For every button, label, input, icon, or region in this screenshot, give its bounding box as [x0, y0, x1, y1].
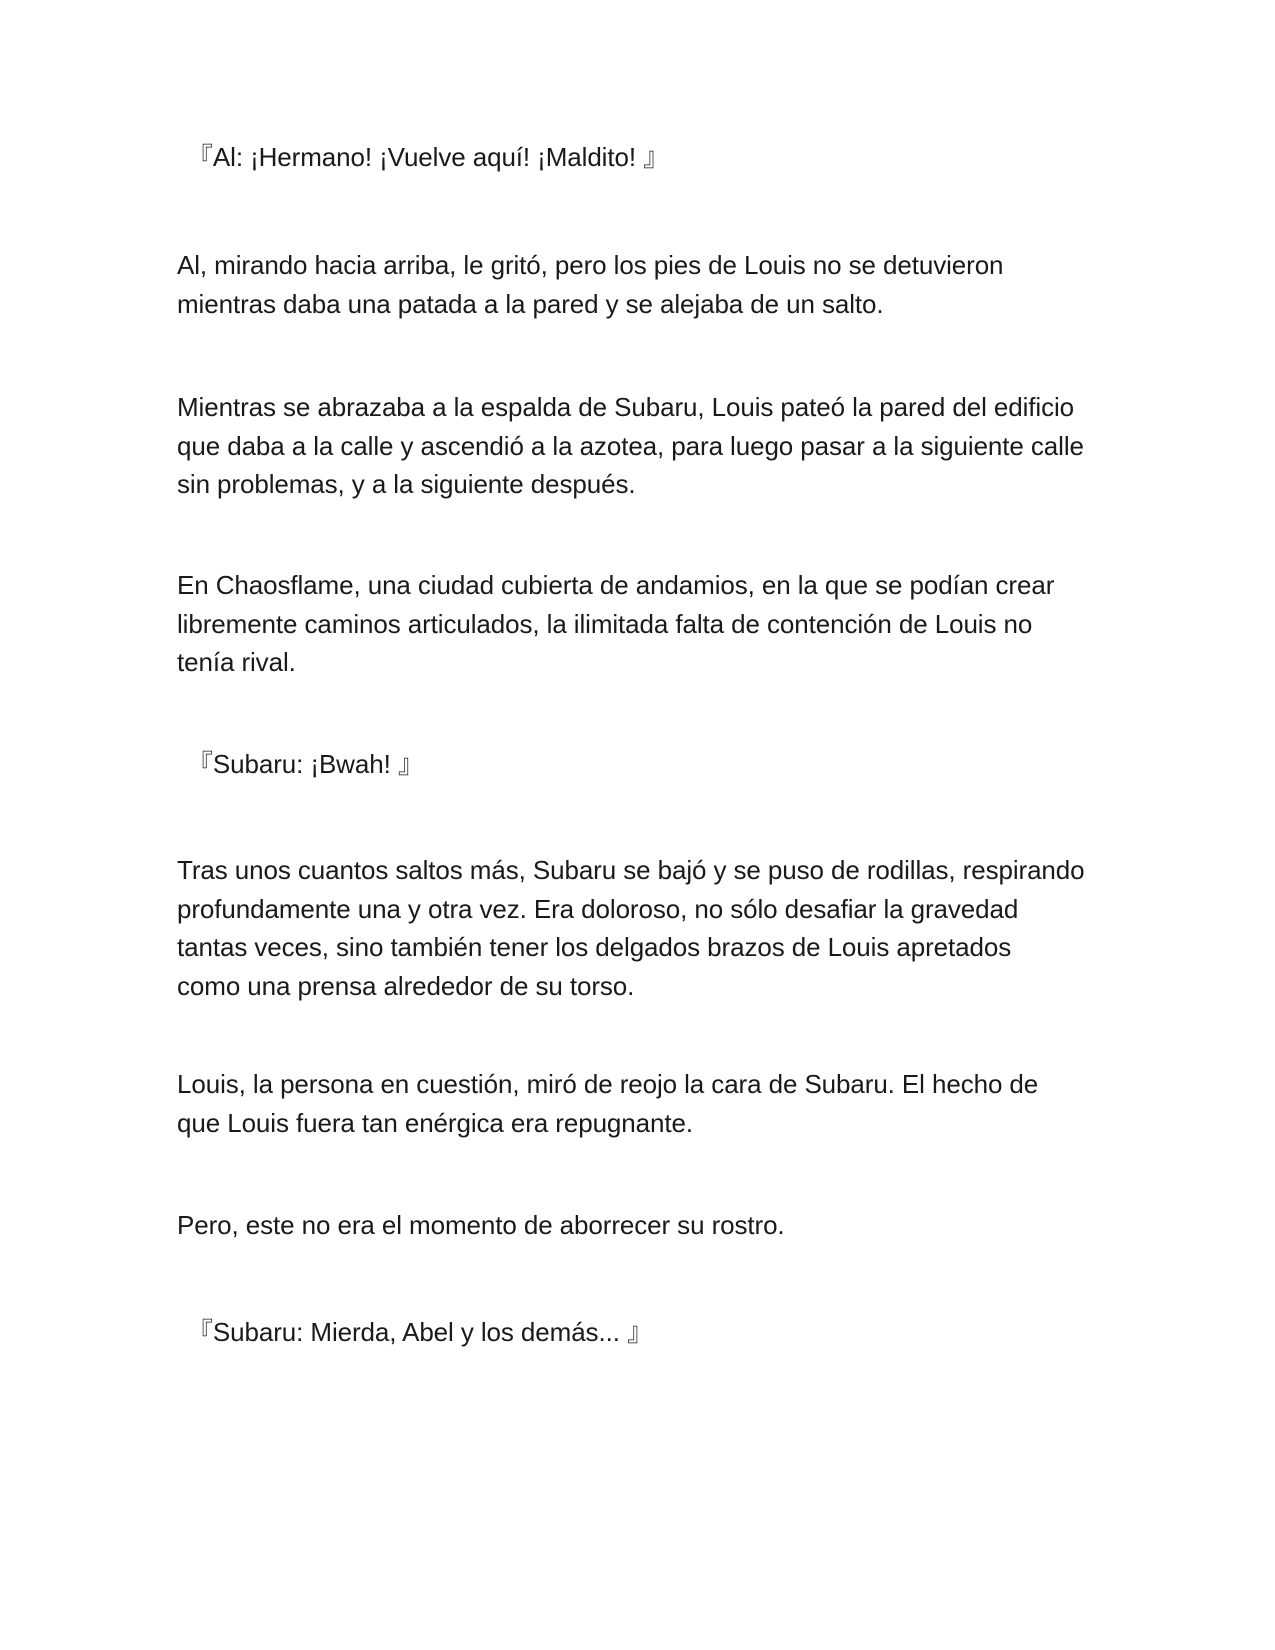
text-line: 『Subaru: ¡Bwah! 』 [187, 749, 424, 779]
text-line: En Chaosflame, una ciudad cubierta de andamios, en la que se podían crear [177, 570, 1055, 600]
paragraph-narration [177, 851, 1107, 1005]
text-line: libremente caminos articulados, la ilimitada falta de contención de Louis no [177, 608, 1033, 639]
text-line: 『Al: ¡Hermano! ¡Vuelve aquí! ¡Maldito! 』 [187, 142, 669, 172]
text-line: mientras daba una patada a la pared y se alejaba de un salto. [177, 288, 884, 319]
paragraph-narration [177, 246, 1107, 323]
text-line: tenía rival. [177, 647, 296, 677]
paragraph-narration [177, 1206, 1107, 1245]
text-line: como una prensa alrededor de su torso. [177, 970, 635, 1001]
text-line: Mientras se abrazaba a la espalda de Subaru, Louis pateó la pared del edificio [177, 392, 1075, 422]
text-line: que daba a la calle y ascendió a la azotea, para luego pasar a la siguiente calle [177, 430, 1084, 461]
text-line: Louis, la persona en cuestión, miró de reojo la cara de Subaru. El hecho de [177, 1069, 1039, 1099]
text-line: que Louis fuera tan enérgica era repugnante. [177, 1107, 693, 1138]
dialogue-al-shout [187, 138, 1117, 177]
text-line: sin problemas, y a la siguiente después. [177, 469, 636, 499]
text-line: tantas veces, sino también tener los delgados brazos de Louis apretados [177, 932, 1012, 962]
dialogue-subaru-bwah [187, 745, 1117, 784]
text-line: profundamente una y otra vez. Era doloroso, no sólo desafiar la gravedad [177, 893, 1019, 924]
paragraph-narration [177, 388, 1107, 504]
paragraph-narration [177, 566, 1107, 682]
text-line: Tras unos cuantos saltos más, Subaru se bajó y se puso de rodillas, respirando [177, 855, 1085, 885]
text-line: 『Subaru: Mierda, Abel y los demás... 』 [187, 1317, 653, 1347]
text-line: Pero, este no era el momento de aborrecer su rostro. [177, 1210, 785, 1240]
paragraph-narration [177, 1065, 1107, 1142]
text-line: Al, mirando hacia arriba, le gritó, pero los pies de Louis no se detuvieron [177, 250, 1004, 280]
dialogue-subaru-mierda [187, 1313, 1117, 1352]
